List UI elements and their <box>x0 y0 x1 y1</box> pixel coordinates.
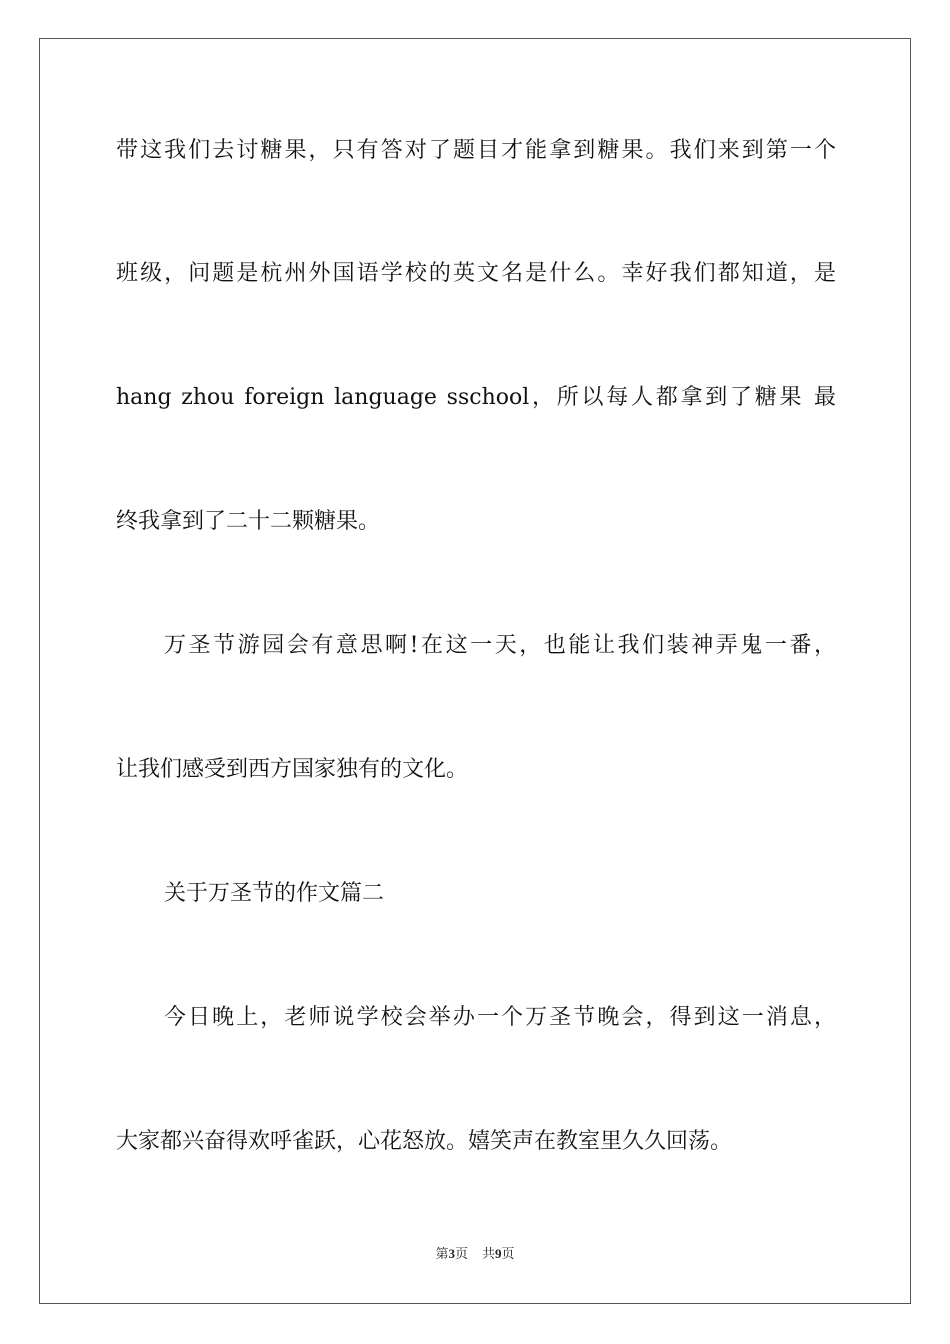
section-heading: 关于万圣节的作文篇二 <box>164 881 385 906</box>
page-prefix: 第 <box>435 1246 449 1261</box>
text-line-5: 万圣节游园会有意思啊!在这一天，也能让我们装神弄鬼一番， <box>164 633 836 658</box>
text-line-3: hang zhou foreign language sschool，所以每人都拿到了糖果 最 <box>116 385 836 410</box>
text-line-7: 今日晚上，老师说学校会举办一个万圣节晚会，得到这一消息， <box>164 1005 836 1030</box>
total-prefix: 共 <box>482 1246 496 1261</box>
page-border <box>39 38 911 1304</box>
total-pages: 9 <box>495 1246 502 1261</box>
text-line-4: 终我拿到了二十二颗糖果。 <box>116 509 381 534</box>
text-line-8: 大家都兴奋得欢呼雀跃，心花怒放。嬉笑声在教室里久久回荡。 <box>116 1129 733 1154</box>
total-suffix: 页 <box>501 1246 515 1261</box>
text-line-1: 带这我们去讨糖果，只有答对了题目才能拿到糖果。我们来到第一个 <box>116 138 836 163</box>
page-footer <box>0 1244 950 1264</box>
text-line-2: 班级，问题是杭州外国语学校的英文名是什么。幸好我们都知道，是 <box>116 261 836 286</box>
text-line-6: 让我们感受到西方国家独有的文化。 <box>116 757 469 782</box>
page-suffix: 页 <box>454 1246 468 1261</box>
page-number: 3 <box>448 1246 455 1261</box>
